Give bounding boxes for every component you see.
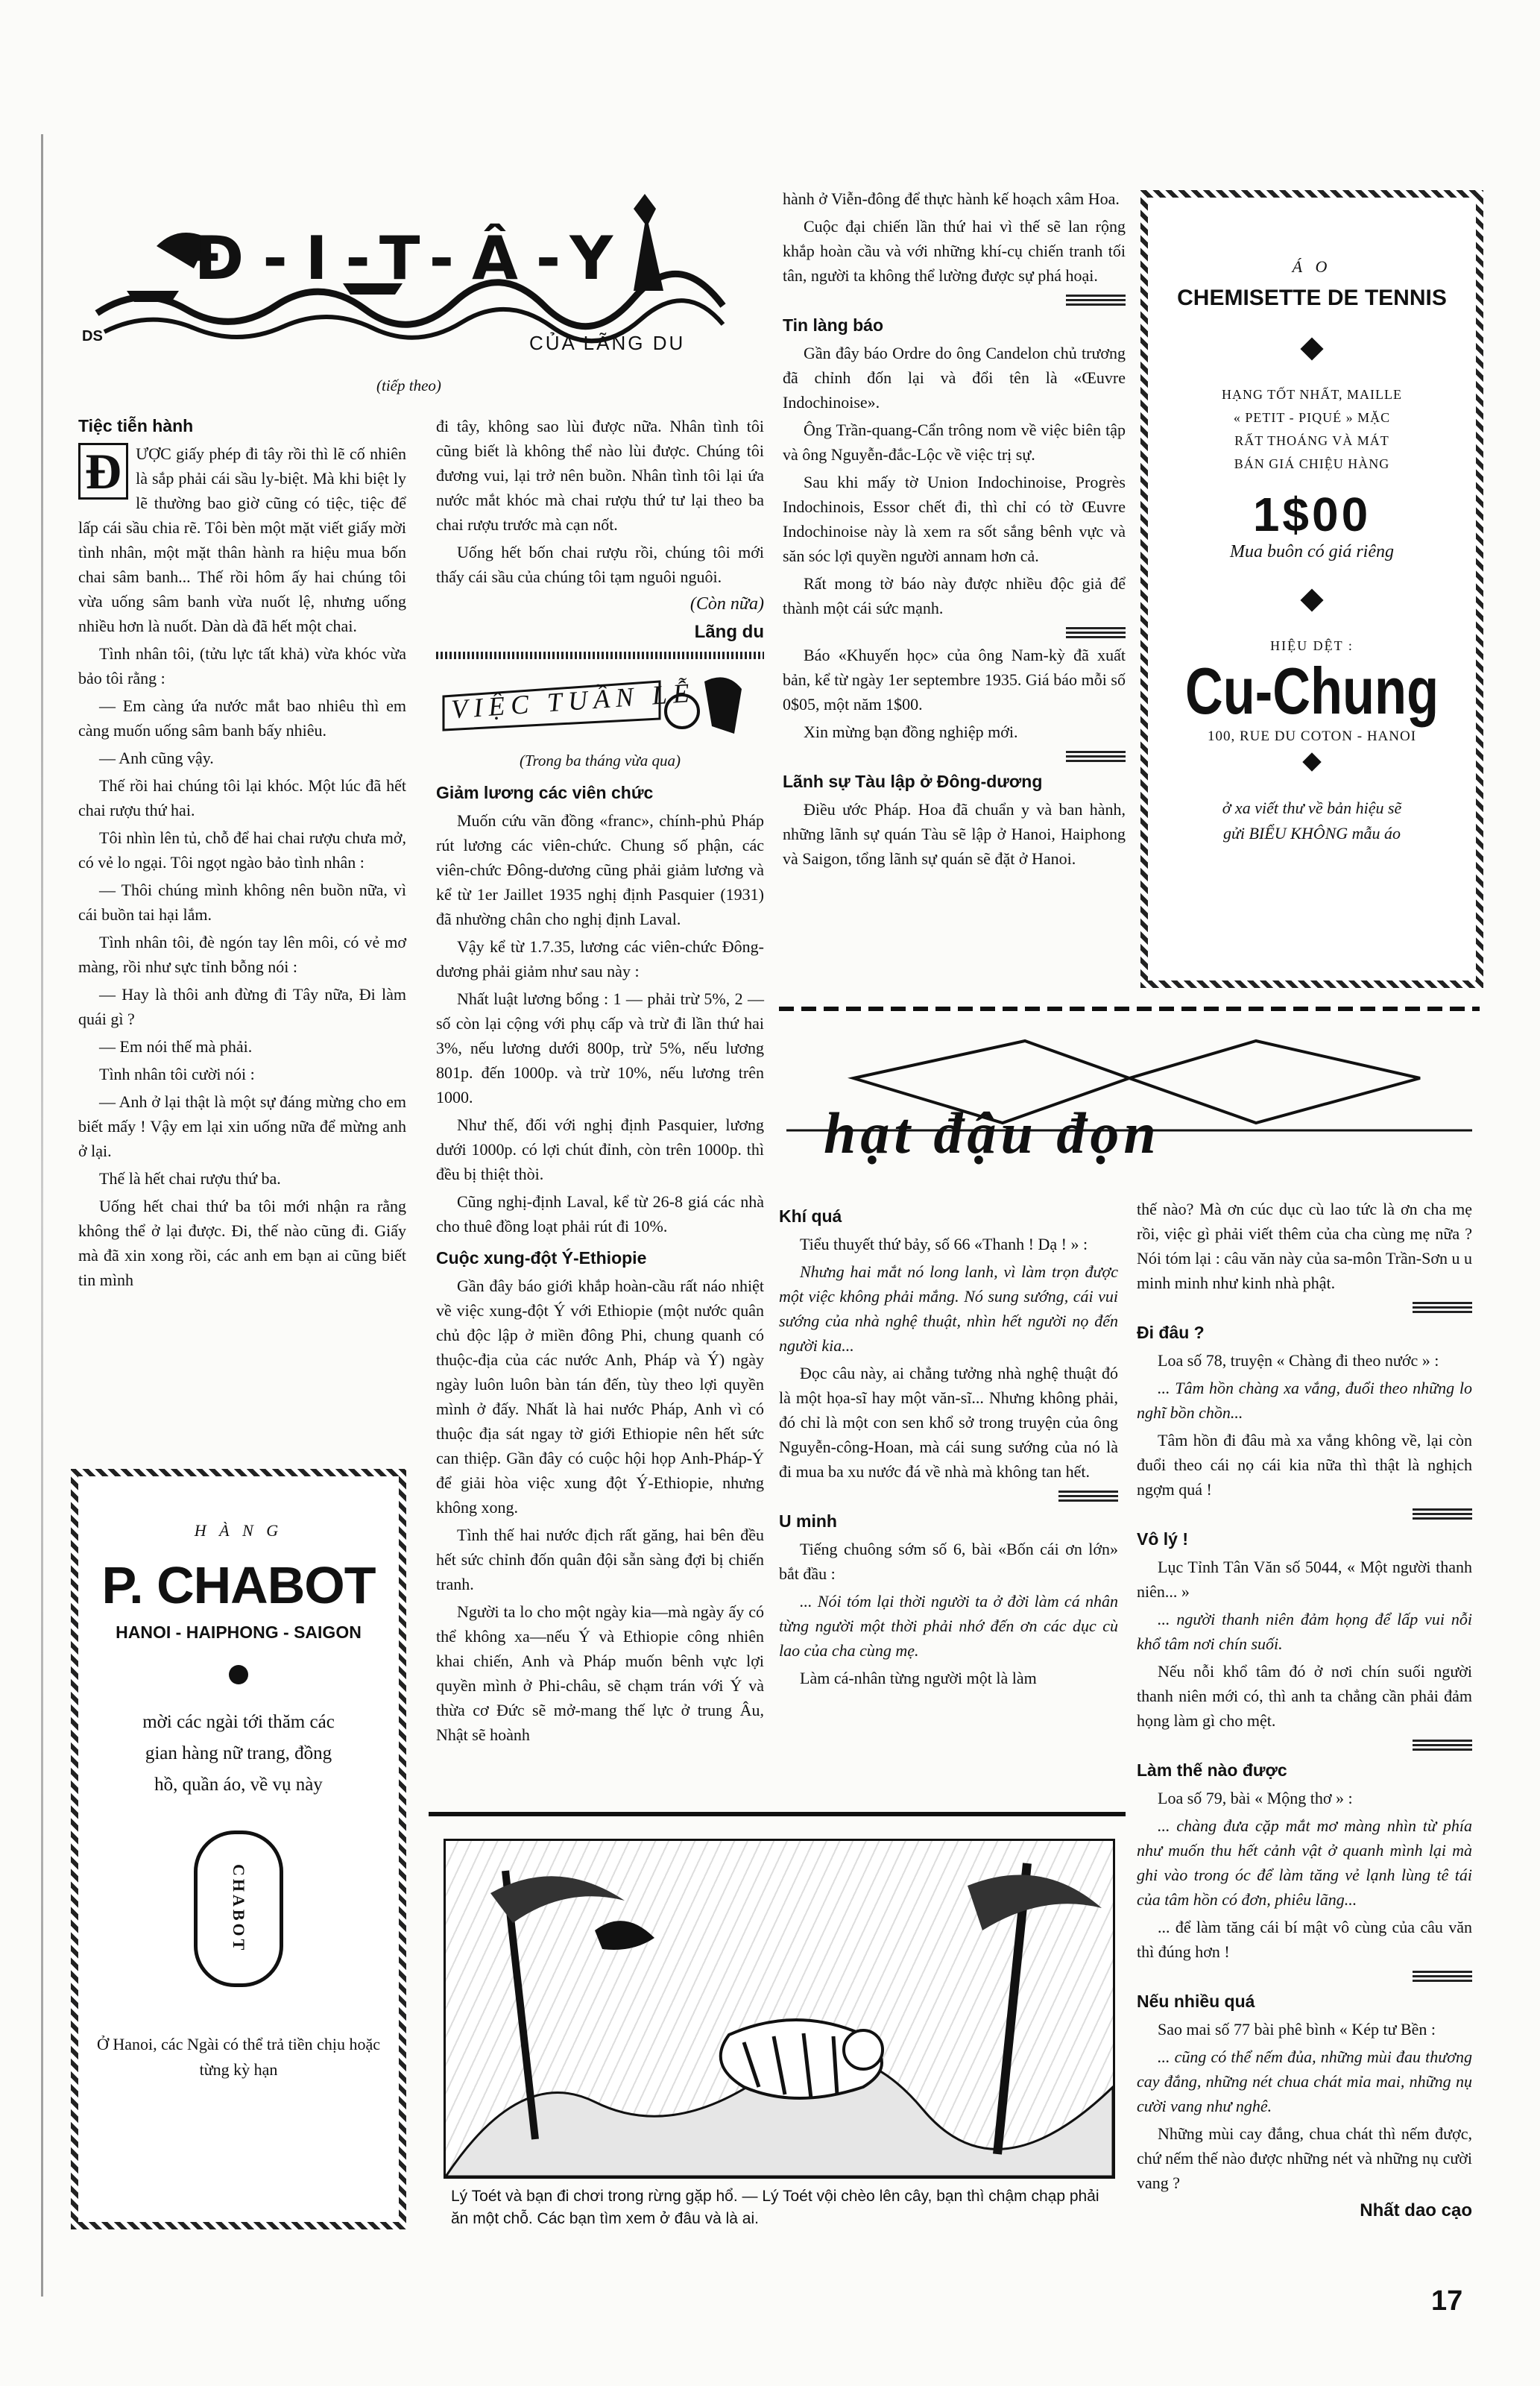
vtl-title: VIỆC TUẦN LỄ — [449, 677, 696, 725]
bullet-icon — [229, 1665, 248, 1684]
subtitle: (tiếp theo) — [376, 377, 441, 394]
diamond-icon — [1300, 588, 1323, 611]
paragraph: — Anh ở lại thật là một sự đáng mừng cho em biết mấy ! Vậy em lại xin uống nữa để mừng anh ở lại. — [78, 1092, 406, 1160]
quote: ... người thanh niên đảm họng để lấp vui nỗi khổ tâm nơi chín suối. — [1137, 1610, 1472, 1653]
paragraph: Tiểu thuyết thứ bảy, số 66 «Thanh ! Dạ ! » : — [800, 1235, 1088, 1253]
ad-line: « PETIT - PIQUÉ » MẶC — [1233, 410, 1391, 425]
divider — [1066, 750, 1126, 762]
section-heading: Nếu nhiều quá — [1137, 1992, 1255, 2011]
drop-cap: Đ — [78, 443, 128, 500]
paragraph: Người ta lo cho một ngày kia—mà ngày ấy có thể không xa—nếu Ý và Ethiopie công nhiên khai chiến, Anh và Pháp muốn bênh vực lợi quyền mình ở Phi-châu, sẽ chạm trán với Ý và thừa cơ Đức sẽ mở-mang thế lực ở trung Âu, Nhật sẽ hoành — [436, 1602, 764, 1744]
paragraph: Vậy kể từ 1.7.35, lương các viên-chức Đông-dương phải giảm như sau này : — [436, 937, 764, 980]
paragraph: — Anh cũng vậy. — [99, 749, 214, 767]
paragraph: Lục Tỉnh Tân Văn số 5044, « Một người thanh niên... » — [1137, 1558, 1472, 1601]
paragraph: Xin mừng bạn đồng nghiệp mới. — [804, 723, 1018, 741]
middle-column-1 — [436, 414, 764, 1750]
section-heading: Lãnh sự Tàu lập ở Đông-dương — [783, 772, 1043, 791]
divider — [1066, 294, 1126, 306]
ad-headline: CHEMISETTE DE TENNIS — [1177, 286, 1447, 310]
section-heading: Làm thế nào được — [1137, 1760, 1287, 1780]
paragraph: Rất mong tờ báo này được nhiều độc giả để thành một cái sức mạnh. — [783, 574, 1126, 617]
paragraph: Điều ước Pháp. Hoa đã chuẩn y và ban hành, những lãnh sự quán Tàu sẽ lập ở Hanoi, Haiphong và Saigon, tổng lãnh sự quán sẽ đặt ở Hanoi. — [783, 800, 1126, 868]
section-heading: Đi đâu ? — [1137, 1323, 1205, 1342]
hat-dau-don-title: hạt đậu đọn — [824, 1101, 1161, 1165]
ad-line: Á O — [1292, 257, 1332, 276]
paragraph: Nhất luật lương bổng : 1 — phải trừ 5%, 2 — số còn lại cộng với phụ cấp và trừ đi lần thứ hai 3%, nếu lương dưới 800p, trừ 5%, nếu lương 801p. đến 1000p. và trừ 10%, nếu lương trên 1000. — [436, 989, 764, 1107]
ad-line: Mua buôn có giá riêng — [1230, 542, 1394, 561]
chabot-footer: Ở Hanoi, các Ngài có thể trả tiền chịu hoặc từng kỳ hạn — [97, 2035, 380, 2079]
ad-brand: Cu-Chung — [1184, 654, 1439, 728]
banner-author: CỦA LÃNG DU — [529, 332, 686, 354]
quote: ... cũng có thể nếm đủa, những mùi đau thương cay đắng, những nét chua chát mỉa mai, những nụ cười vang như nghê. — [1137, 2047, 1472, 2115]
paragraph: Như thế, đối với nghị định Pasquier, lương dưới 1000p. có lợi chút đỉnh, còn trên 1000p. thì đều bị thiệt thòi. — [436, 1115, 764, 1183]
divider — [1413, 1739, 1472, 1751]
signature: Nhất dao cạo — [1360, 2200, 1472, 2220]
ad-line: ở xa viết thư về bản hiệu sẽ — [1222, 799, 1402, 817]
divider — [436, 652, 764, 659]
page-number: 17 — [1431, 2285, 1463, 2317]
paragraph: Những mùi cay đắng, chua chát thì nếm được, chứ nếm thế nào được những nét và những nụ cười vang ? — [1137, 2124, 1472, 2192]
hat-dau-don-banner — [779, 1007, 1480, 1186]
divider — [1413, 1970, 1472, 1982]
paragraph: ... để làm tăng cái bí mật vô cùng của câu văn thì đúng hơn ! — [1137, 1918, 1472, 1961]
quote: Nhưng hai mắt nó long lanh, vì làm trọn được một việc không phải mắng. Nó sung sướng, cái vui sướng của nhà nghệ thuật, nhìn hết người nọ đến người kia... — [779, 1262, 1118, 1355]
paragraph: Tình nhân tôi, đè ngón tay lên môi, có vẻ mơ màng, rồi như sực tỉnh bỗng nói : — [78, 933, 406, 976]
vtl-subtitle: (Trong ba tháng vừa qua) — [519, 752, 681, 769]
ad-line: RẤT THOÁNG VÀ MÁT — [1234, 433, 1389, 448]
paragraph: Gần đây báo Ordre do ông Candelon chủ trương đã chỉnh đốn lại và đổi tên là «Œuvre Indochinoise». — [783, 344, 1126, 412]
divider — [1413, 1508, 1472, 1520]
ad-line: BÁN GIÁ CHIỆU HÀNG — [1234, 456, 1390, 471]
paragraph: Tình nhân tôi cười nói : — [99, 1065, 255, 1083]
paragraph: Loa số 78, truyện « Chàng đi theo nước » : — [1158, 1351, 1439, 1370]
hat-dau-don-column-b — [1137, 1197, 1472, 2226]
signature: Lãng du — [694, 622, 764, 642]
binding-edge — [41, 134, 43, 2297]
paragraph: Tiếng chuông sớm số 6, bài «Bốn cái ơn lớn» bắt đầu : — [779, 1540, 1118, 1583]
paragraph: Uống hết bốn chai rượu rồi, chúng tôi mới thấy cái sầu của chúng tôi tạm nguôi nguôi. — [436, 543, 764, 586]
paragraph: thế nào? Mà ơn cúc dục cù lao tức là ơn cha mẹ rồi, việc gì phải viết thêm của cha cùng mẹ nữa ? Nói tóm lại : câu văn này của sa-môn Trần-Sơn u u minh minh như kinh nhà phật. — [1137, 1200, 1472, 1292]
chabot-cities: HANOI - HAIPHONG - SAIGON — [116, 1622, 362, 1642]
section-heading: Cuộc xung-đột Ý-Ethiopie — [436, 1248, 647, 1268]
paragraph: đi tây, không sao lùi được nữa. Nhân tình tôi cũng biết là không thể nào lùi được. Chúng tôi đương vui, lại trở nên buồn. Nhân tình tôi lại ứa nước mắt khóc mà chai rượu thứ tư lại theo ba chai rượu trước mà cạn nốt. — [436, 417, 764, 534]
paragraph: hành ở Viễn-đông để thực hành kế hoạch xâm Hoa. — [783, 189, 1120, 208]
ad-price: 1$00 — [1252, 488, 1372, 541]
section-heading: Tiệc tiễn hành — [78, 416, 194, 435]
paragraph: Uống hết chai thứ ba tôi mới nhận ra rằng không thể ở lại được. Đi, thế nào cũng đi. Giấy mà đã xin xong rồi, các anh em bạn ai cũng biết tin mình — [78, 1197, 406, 1289]
paragraph: Thế rồi hai chúng tôi lại khóc. Một lúc đã hết chai rượu thứ hai. — [78, 776, 406, 819]
section-heading: Vô lý ! — [1137, 1529, 1189, 1549]
paragraph: Muốn cứu vãn đồng «franc», chính-phủ Pháp rút lương các viên-chức. Chung số phận, các viên-chức Đông-dương cũng phải giảm lương và kể từ 1er Jaillet 1935 nghị định Pasquier (1931) đã nhường chân cho nghị định Laval. — [436, 811, 764, 928]
ad-line: HẠNG TỐT NHẤT, MAILLE — [1222, 387, 1402, 402]
chabot-name: P. CHABOT — [101, 1556, 376, 1614]
left-column — [78, 406, 406, 1295]
paragraph: — Hay là thôi anh đừng đi Tây nữa, Đi làm quái gì ? — [78, 985, 406, 1028]
banner-initials: DS — [82, 328, 103, 344]
diamond-icon — [1300, 337, 1323, 360]
paragraph: Sau khi mấy tờ Union Indochinoise, Progrès Indochinois, Essor chết đi, thì chỉ có tờ Œuvre Indochinoise này là xem ra sốt sắng bênh vực và săn sóc lợi quyền người annam hơn cả. — [783, 473, 1126, 565]
paragraph: Làm cá-nhân từng người một là làm — [800, 1669, 1037, 1687]
paragraph: — Em càng ứa nước mắt bao nhiêu thì em càng muốn uống sâm banh bấy nhiêu. — [78, 696, 406, 740]
paragraph: Đọc câu này, ai chẳng tưởng nhà nghệ thuật đó là một họa-sĩ hay một văn-sĩ... Nhưng không phải, đó chỉ là một con sen khổ sở trong truyện của ông Nguyễn-công-Hoan, mà cái sung sướng của nó là đi mua ba xu nước đá về nhà mà không tan hết. — [779, 1364, 1118, 1481]
section-heading: U minh — [779, 1511, 837, 1531]
section-heading: Khí quá — [779, 1206, 842, 1226]
paragraph: Nếu nỗi khổ tâm đó ở nơi chín suối người thanh niên mới có, thì anh ta chẳng cần phải đảm họng làm gì cho mệt. — [1137, 1662, 1472, 1730]
cartoon-caption: Lý Toét và bạn đi chơi trong rừng gặp hổ. — Lý Toét vội chèo lên cây, bạn thì chậm chạp phải ăn một chỗ. Các bạn tìm xem ở đâu và là ai. — [451, 2188, 1099, 2227]
ad-address: 100, RUE DU COTON - HANOI — [1207, 728, 1417, 744]
ad-line: HIỆU DỆT : — [1270, 638, 1354, 653]
chabot-body: mời các ngài tới thăm các gian hàng nữ trang, đồng hồ, quần áo, về vụ này — [142, 1712, 335, 1795]
paragraph: Thế là hết chai rượu thứ ba. — [99, 1169, 281, 1188]
cartoon-image — [444, 1839, 1115, 2179]
divider — [1413, 1301, 1472, 1313]
paragraph: — Thôi chúng mình không nên buồn nữa, vì cái buồn tai hại lắm. — [78, 881, 406, 924]
paragraph: Báo «Khuyến học» của ông Nam-kỳ đã xuất bản, kể từ ngày 1er septembre 1935. Giá báo mỗi số 0$05, một năm 1$00. — [783, 646, 1126, 714]
paragraph: Sao mai số 77 bài phê bình « Kép tư Bền : — [1158, 2020, 1436, 2039]
paragraph: Loa số 79, bài « Mộng thơ » : — [1158, 1789, 1353, 1807]
chabot-hang: H À N G — [194, 1521, 283, 1540]
quote: ... chàng đưa cặp mắt mơ màng nhìn từ phía như muốn thu hết cảnh vật ở quanh mình lại mà ghi vào trong óc để làm tăng vẻ lạnh lùng tê tái của tâm hồn có đơn, phiêu lãng... — [1137, 1816, 1472, 1909]
chemisette-ad — [1140, 190, 1483, 988]
viec-tuan-le-banner — [436, 667, 764, 749]
section-heading: Tin làng báo — [783, 315, 884, 335]
divider — [1066, 626, 1126, 638]
chabot-ad — [71, 1469, 406, 2229]
paragraph: Cũng nghị-định Laval, kể từ 26-8 giá các nhà cho thuê đồng loạt phải rút đi 10%. — [436, 1192, 764, 1236]
hat-dau-don-column-a — [779, 1197, 1118, 1693]
jungle-tiger-illustration — [446, 1841, 1113, 2176]
paragraph: Tình nhân tôi, (tửu lực tất khả) vừa khóc vừa bảo tôi rằng : — [78, 644, 406, 687]
con-nua: (Còn nữa) — [689, 594, 764, 614]
chabot-logo-text: CHABOT — [230, 1864, 248, 1954]
quote: ... Tâm hồn chàng xa vắng, đuổi theo những lo nghĩ bồn chồn... — [1137, 1379, 1472, 1422]
divider — [1058, 1490, 1118, 1502]
paragraph: Tâm hồn đi đâu mà xa vắng không về, lại còn đuổi theo cái nọ cái kia nữa thì thật là nghịch ngợm quá ! — [1137, 1431, 1472, 1499]
paragraph: Gần đây báo giới khắp hoàn-cầu rất náo nhiệt về việc xung-đột Ý với Ethiopie (một nước quân chủ độc lập ở miền đông Phi, chung quanh có thuộc-địa của các nước Anh, Pháp và Ý) ngày ngày luôn luôn bàn tán đến, tùy theo lợi quyền mình ở đấy. Nhất là hai nước Pháp, Anh vì có thuộc địa sát ngay tờ giới Ethiopie nên hết sức can thiệp. Gần đây có cuộc hội họp Anh-Pháp-Ý để giải hòa việc xung đột Ý-Ethiopie, nhưng không xong. — [436, 1277, 764, 1517]
paragraph: Tình thế hai nước địch rất găng, hai bên đều hết sức chỉnh đốn quân đội sẵn sàng đợi bị chiến tranh. — [436, 1526, 764, 1593]
banner-title: Đ-I-T-Â-Y — [194, 224, 631, 293]
middle-column-2 — [783, 186, 1126, 874]
paragraph: Ông Trần-quang-Cẩn trông nom về việc biên tập và ông Nguyễn-đắc-Lộc về việc trị sự. — [783, 421, 1126, 464]
di-tay-banner — [82, 179, 738, 365]
section-heading: Giảm lương các viên chức — [436, 783, 654, 802]
cartoon-panel — [429, 1812, 1126, 2234]
paragraph: Tôi nhìn lên tủ, chỗ để hai chai rượu chưa mở, có vẻ lo ngại. Tôi ngọt ngào bảo tình nhân : — [78, 828, 406, 872]
paragraph: Cuộc đại chiến lần thứ hai vì thế sẽ lan rộng khắp hoàn cầu và với những khí-cụ chiến tranh tối tân, người ta không thể lường được sự phá hoại. — [783, 217, 1126, 285]
chabot-logo — [194, 1831, 283, 1987]
quote: ... Nói tóm lại thời người ta ở đời làm cá nhân từng người một thời phải nhớ đến ơn các dục cù lao của cha cùng mẹ. — [779, 1592, 1118, 1660]
paragraph: — Em nói thế mà phải. — [99, 1037, 253, 1056]
ad-line: gửi BIỂU KHÔNG mẫu áo — [1222, 824, 1401, 843]
paragraph: Đ ƯỢC giấy phép đi tây rồi thì lẽ cố nhiên là sắp phải cái sầu ly-biệt. Mà khi biệt ly lẽ thường bao giờ cũng có tiệc, tiệc để lấp cái sầu chia rẽ. Tôi bèn một mặt viết giấy mời tình nhân, một mặt thân hành ra hiệu mua bốn chai sâm banh... Thế rồi hôm ấy hai chúng tôi vừa uống sâm banh vừa nuốt lệ, nhưng uống nhiều hơn là nuốt. Dàn dà đã hết một chai. — [78, 443, 406, 635]
diamond-icon — [1302, 752, 1321, 771]
